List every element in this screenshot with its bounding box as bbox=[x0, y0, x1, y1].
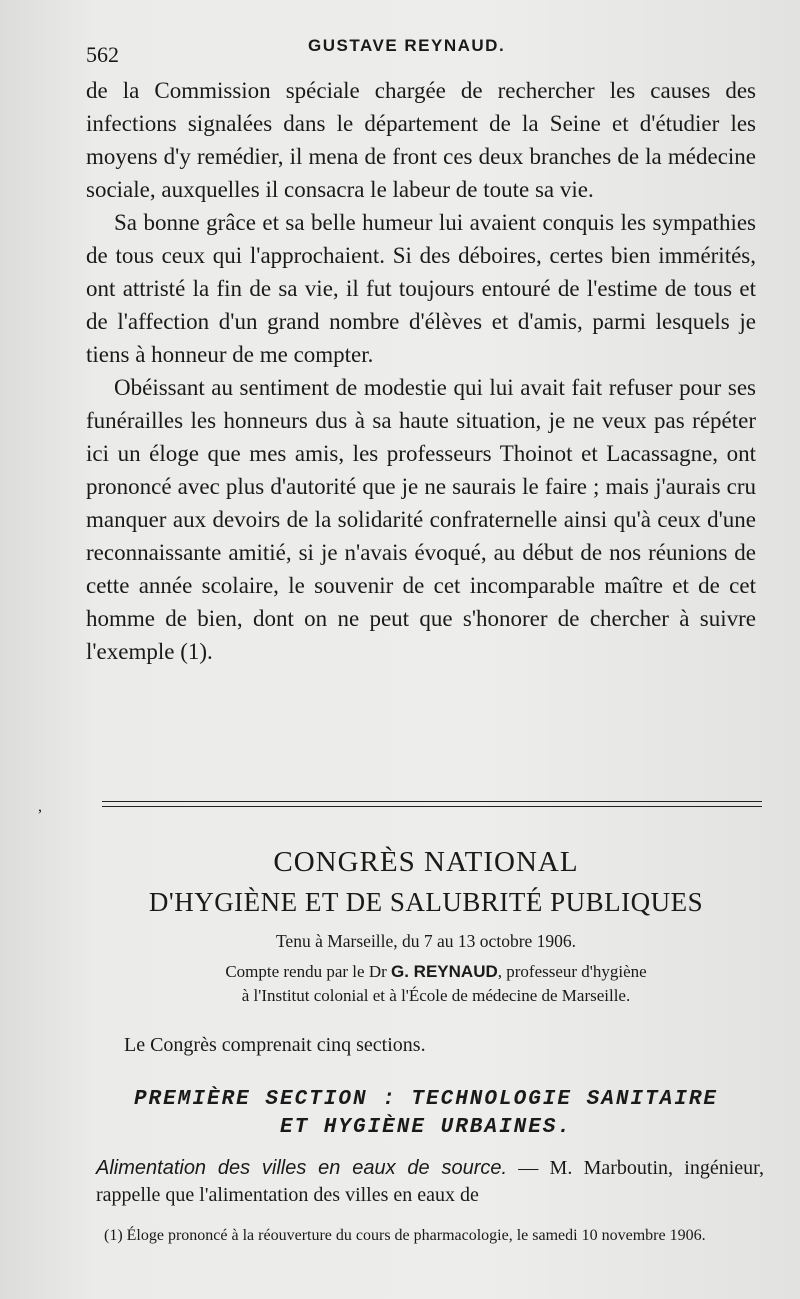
obituary-text bbox=[86, 74, 756, 668]
topic-title: Alimentation des villes en eaux de source. bbox=[96, 1157, 508, 1179]
section-heading-line-2: ET HYGIÈNE URBAINES. bbox=[279, 1116, 573, 1139]
section-divider-bottom bbox=[102, 806, 762, 807]
running-head: GUSTAVE REYNAUD. bbox=[308, 36, 506, 55]
paragraph-1: de la Commission spéciale chargée de rechercher les causes des infections signalées dans le département de la Seine et d'étudier les moyens d'y remédier, il mena de front ces deux branches de la médecine sociale, auxquelles il consacra le labeur de toute sa vie. bbox=[86, 78, 756, 202]
section-heading-line-1: PREMIÈRE SECTION : TECHNOLOGIE SANITAIRE bbox=[133, 1088, 719, 1111]
congress-header bbox=[86, 842, 766, 958]
congress-subtitle: D'HYGIÈNE ET DE SALUBRITÉ PUBLIQUES bbox=[148, 887, 704, 917]
report-suffix: , professeur d'hygiène bbox=[497, 962, 647, 981]
paragraph-3: Obéissant au sentiment de modestie qui lui avait fait refuser pour ses funérailles les honneurs dus à sa haute situation, je ne veux pas répéter ici un éloge que mes amis, les professeurs Thoinot et Lacassagne, ont prononcé avec plus d'autorité que je ne saurais le faire ; mais j'aurais cru manquer aux devoirs de la solidarité confraternelle ainsi qu'à ceux d'une reconnaissante amitié, si je n'avais évoqué, au début de nos réunions de cette année scolaire, le souvenir de cet incomparable maître et de cet homme de bien, dont on ne peut que s'honorer de chercher à suivre l'exemple (1). bbox=[86, 375, 756, 664]
congress-dates: Tenu à Marseille, du 7 au 13 octobre 1906. bbox=[275, 931, 577, 951]
report-line-2: à l'Institut colonial et à l'École de médecine de Marseille. bbox=[241, 986, 631, 1005]
report-prefix: Compte rendu par le Dr bbox=[225, 962, 387, 981]
report-author: G. REYNAUD bbox=[391, 962, 498, 981]
topic-text: — M. Marboutin, ingénieur, rappelle que l'alimentation des villes en eaux de bbox=[96, 1157, 764, 1206]
section-heading bbox=[86, 1086, 766, 1142]
report-line-1 bbox=[136, 960, 736, 984]
footnote: (1) Éloge prononcé à la réouverture du cours de pharmacologie, le samedi 10 novembre 1906. bbox=[104, 1227, 706, 1244]
print-mark: , bbox=[38, 798, 42, 815]
page-header bbox=[86, 36, 766, 66]
sections-count: Le Congrès comprenait cinq sections. bbox=[124, 1034, 426, 1056]
section-divider-top bbox=[102, 801, 762, 802]
congress-title: CONGRÈS NATIONAL bbox=[273, 846, 579, 878]
paragraph-2: Sa bonne grâce et sa belle humeur lui avaient conquis les sympathies de tous ceux qui l'approchaient. Si des déboires, certes bien immérités, ont attristé la fin de sa vie, il fut toujours entouré de l'estime de tous et de l'affection d'un grand nombre d'élèves et d'amis, parmi lesquels je tiens à honneur de me compter. bbox=[86, 210, 756, 367]
topic-paragraph bbox=[96, 1155, 764, 1209]
page-number: 562 bbox=[86, 42, 119, 67]
report-credit bbox=[136, 960, 736, 1008]
